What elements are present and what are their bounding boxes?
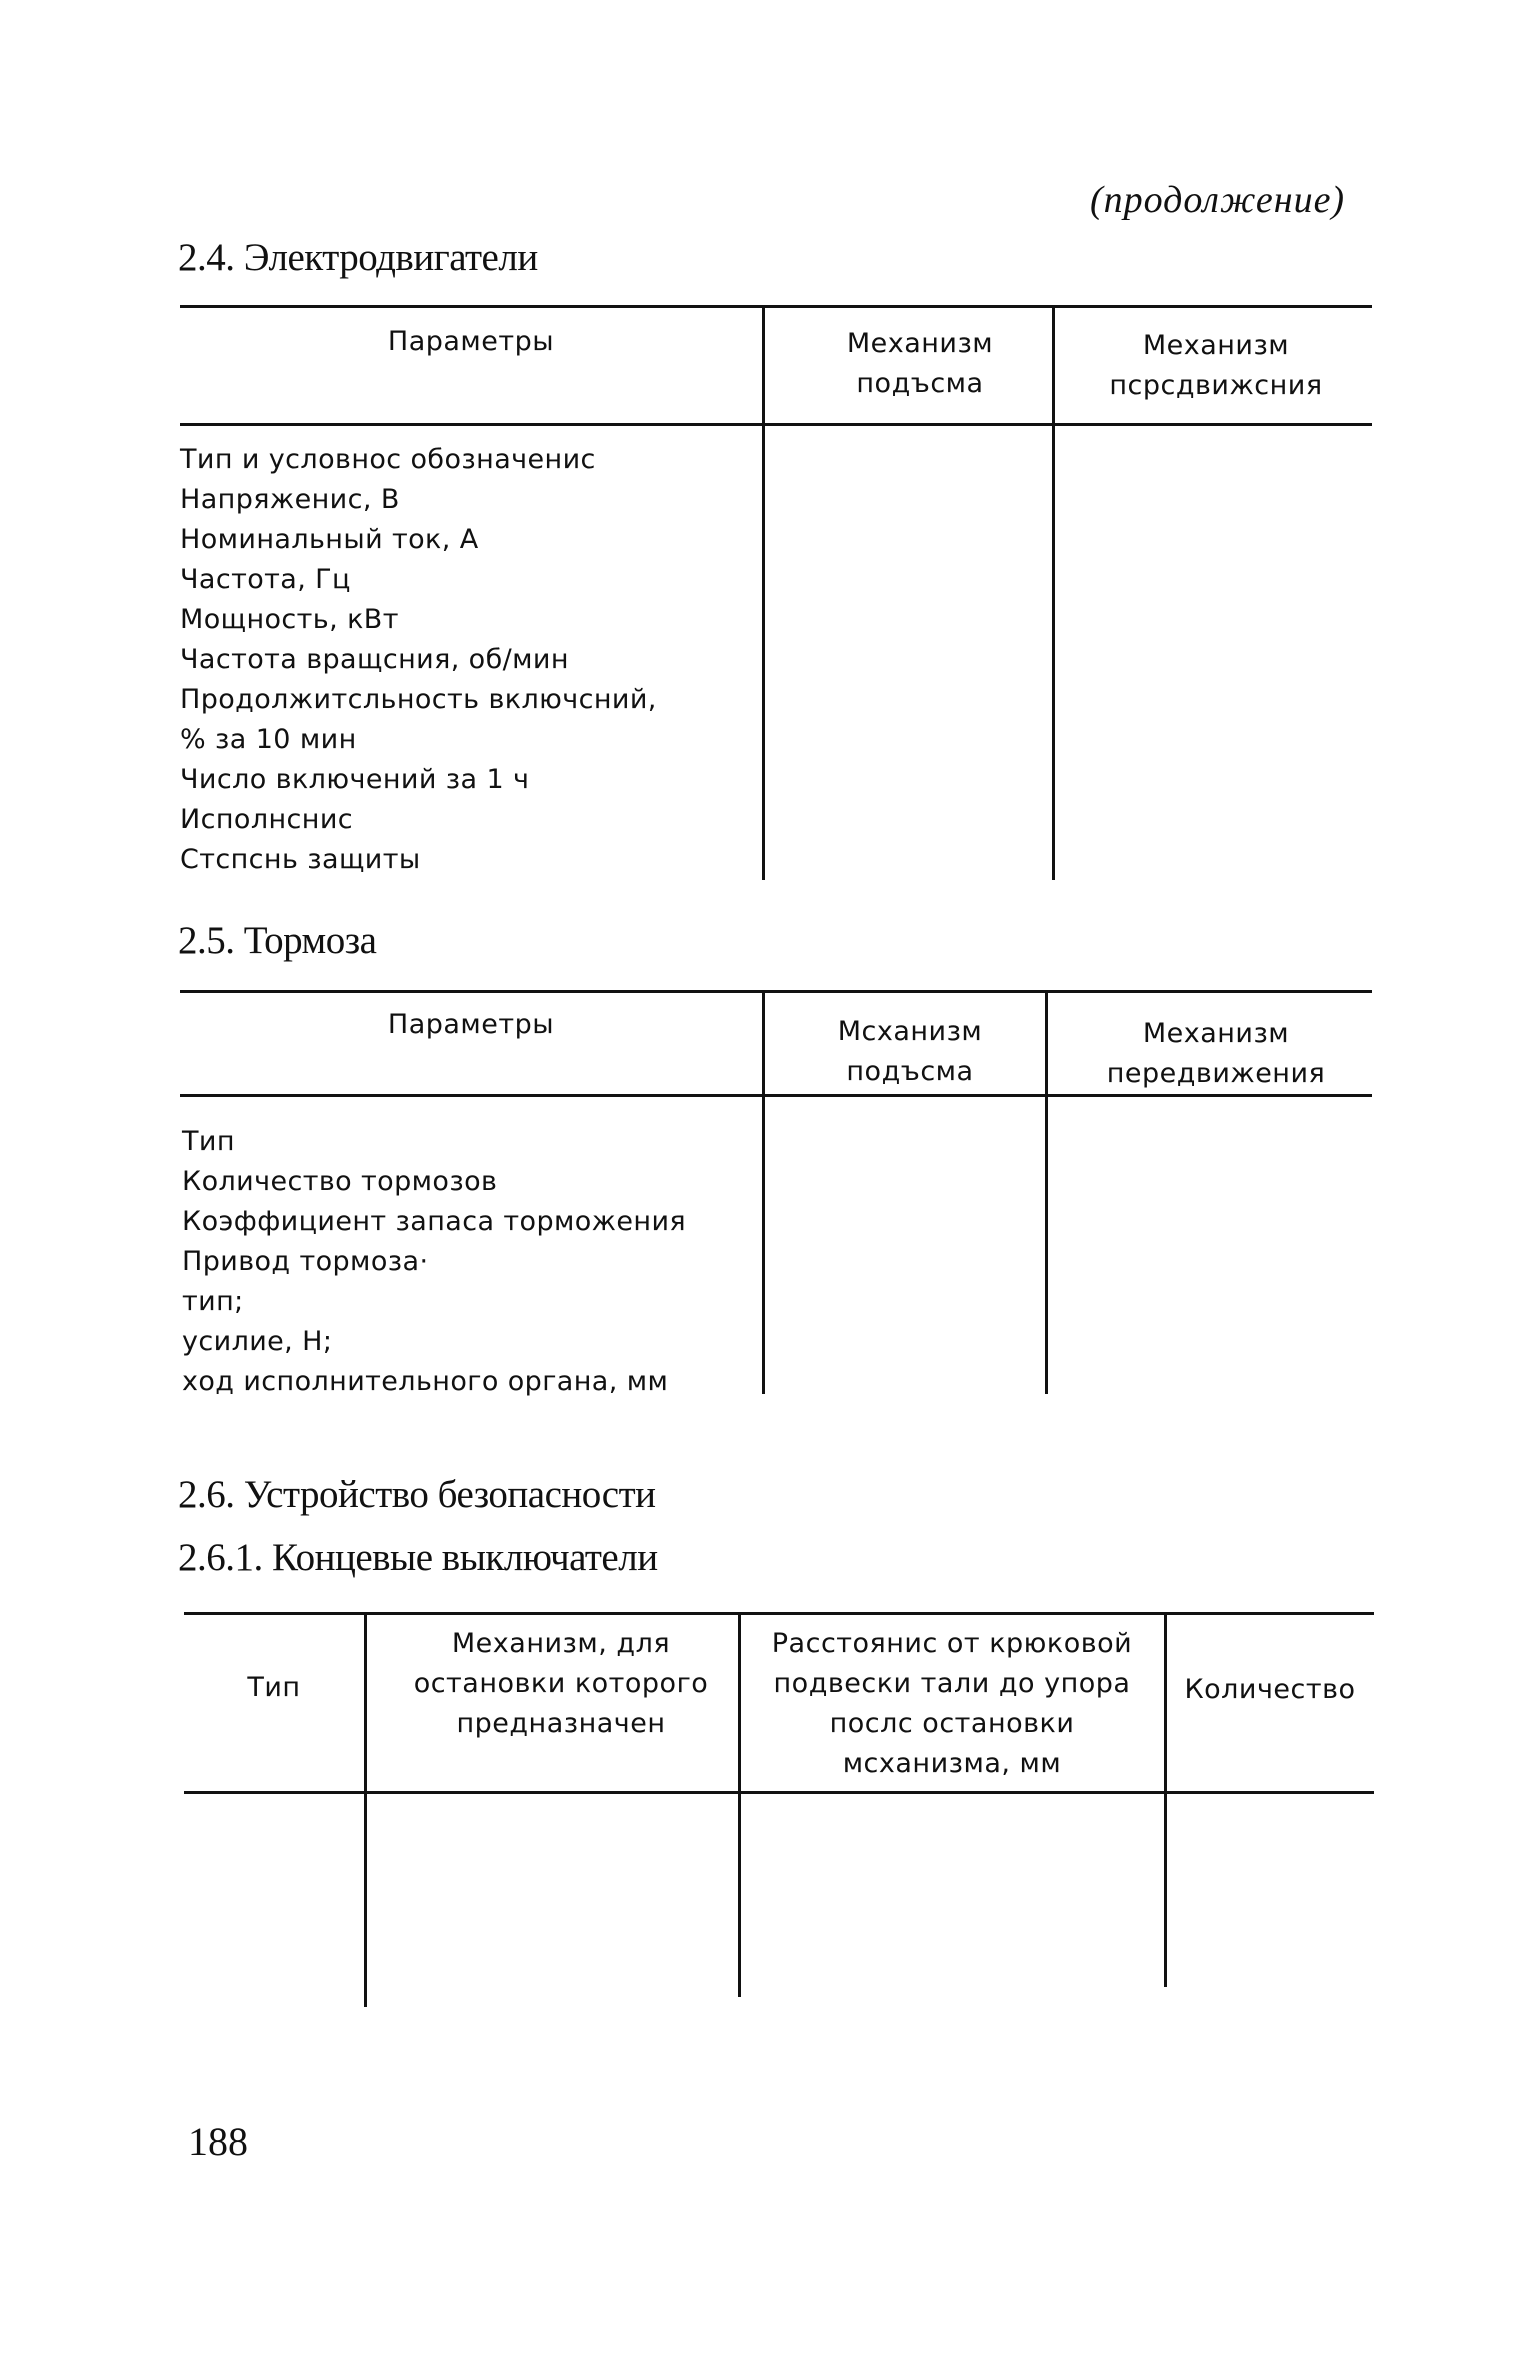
list-item: Стспснь защиты	[180, 844, 421, 875]
column-divider	[1045, 990, 1048, 1394]
list-item: Номинальный ток, А	[180, 524, 479, 555]
column-header-lift-mechanism: Мсханизм подъсма	[837, 1016, 983, 1087]
list-item: % за 10 мин	[180, 724, 357, 755]
list-item: Мощность, кВт	[180, 604, 399, 635]
section-2-6-title: 2.6. Устройство безопасности	[178, 1473, 656, 1516]
table-header-rule	[184, 1791, 1374, 1794]
column-header-quantity: Количество	[1184, 1674, 1356, 1705]
section-2-5-title: 2.5. Тормоза	[178, 919, 377, 962]
list-item: тип;	[182, 1286, 244, 1317]
column-divider	[1164, 1612, 1167, 1987]
table-header-rule	[180, 1094, 1372, 1097]
parameter-list	[180, 440, 657, 880]
column-divider	[762, 990, 765, 1394]
list-item: Продолжитсльность включсний,	[180, 684, 657, 715]
column-header-distance: Расстоянис от крюковой подвески тали до упора послс остановки мсханизма, мм	[771, 1628, 1133, 1779]
column-header-travel-mechanism: Механизм передвижения	[1106, 1018, 1326, 1089]
list-item: Тип и условнос обозначенис	[180, 444, 596, 475]
list-item: Исполнснис	[180, 804, 354, 835]
list-item: Частота вращсния, об/мин	[180, 644, 569, 675]
list-item: усилие, Н;	[182, 1326, 333, 1357]
table-top-rule	[184, 1612, 1374, 1615]
list-item: Частота, Гц	[180, 564, 351, 595]
list-item: Тип	[182, 1126, 235, 1157]
table-header-rule	[180, 423, 1372, 426]
column-header-parameters: Параметры	[387, 326, 555, 357]
section-2-4-title: 2.4. Электродвигатели	[178, 236, 538, 279]
column-divider	[364, 1612, 367, 2007]
list-item: Количество тормозов	[182, 1166, 498, 1197]
column-divider	[1052, 305, 1055, 880]
list-item: ход исполнительного органа, мм	[182, 1366, 669, 1397]
parameter-list	[182, 1122, 686, 1402]
column-divider	[762, 305, 765, 880]
column-header-lift-mechanism: Механизм подъсма	[846, 328, 994, 399]
column-header-parameters: Параметры	[387, 1009, 555, 1040]
list-item: Коэффициент запаса торможения	[182, 1206, 687, 1237]
table-top-rule	[180, 305, 1372, 308]
page-number: 188	[188, 2119, 248, 2164]
list-item: Число включений за 1 ч	[180, 764, 530, 795]
column-header-travel-mechanism: Механизм псрсдвижсния	[1109, 330, 1323, 401]
column-header-type: Тип	[247, 1672, 301, 1703]
column-divider	[738, 1612, 741, 1997]
list-item: Привод тормоза·	[182, 1246, 429, 1277]
column-header-mechanism: Механизм, для остановки которого предназначен	[413, 1628, 709, 1739]
list-item: Напряженис, В	[180, 484, 400, 515]
continued-label: (продолжение)	[1090, 179, 1346, 221]
section-2-6-1-title: 2.6.1. Концевые выключатели	[178, 1536, 658, 1579]
table-top-rule	[180, 990, 1372, 993]
